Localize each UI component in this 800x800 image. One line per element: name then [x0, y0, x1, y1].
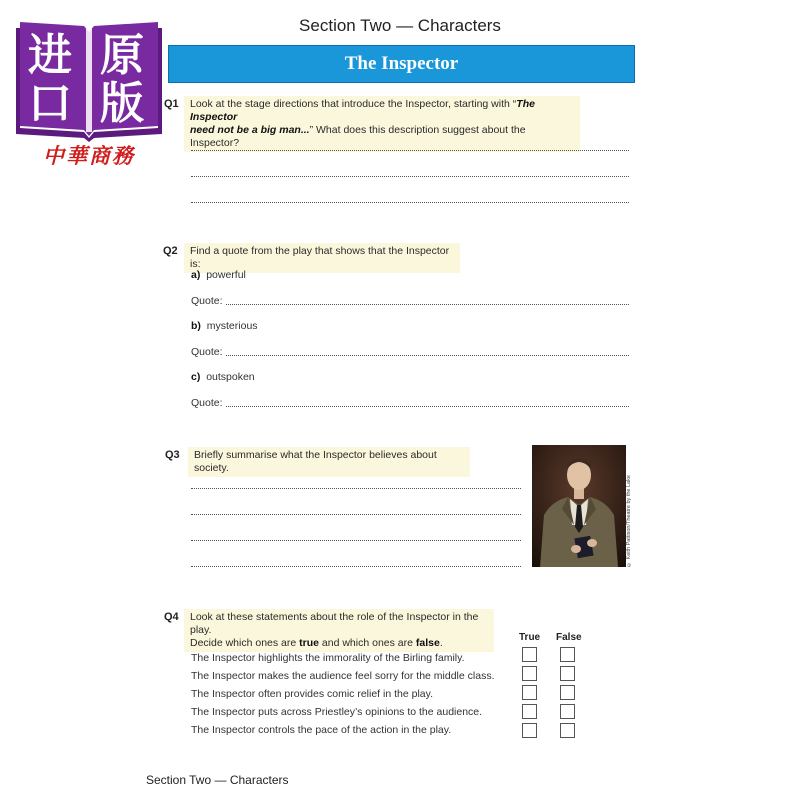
section-title: Section Two — Characters	[299, 16, 501, 35]
statement-5: The Inspector controls the pace of the action in the play.	[191, 724, 452, 736]
statement-3-true-checkbox[interactable]	[522, 685, 537, 700]
q1-answer-line[interactable]	[191, 176, 629, 177]
statement-2-false-checkbox[interactable]	[560, 666, 575, 681]
logo-char-1: 进	[28, 30, 72, 81]
statement-2: The Inspector makes the audience feel sorry for the middle class.	[191, 670, 495, 682]
publisher-logo	[14, 14, 164, 168]
q3-prompt: Briefly summarise what the Inspector believes about society.	[188, 447, 470, 477]
statement-1-true-checkbox[interactable]	[522, 647, 537, 662]
q2-prompt: Find a quote from the play that shows that the Inspector is:	[184, 243, 460, 273]
q3-answer-line[interactable]	[191, 566, 521, 567]
q1-answer-line[interactable]	[191, 202, 629, 203]
q3-number: Q3	[165, 449, 180, 461]
logo-char-4: 版	[100, 78, 144, 129]
inspector-photo	[532, 445, 626, 567]
banner-title: The Inspector	[168, 45, 635, 83]
logo-char-3: 口	[28, 78, 72, 129]
statement-4: The Inspector puts across Priestley’s opinions to the audience.	[191, 706, 483, 718]
q3-answer-line[interactable]	[191, 488, 521, 489]
q1-answer-line[interactable]	[191, 150, 629, 151]
true-column-header: True	[519, 632, 541, 643]
statement-3-false-checkbox[interactable]	[560, 685, 575, 700]
statement-3: The Inspector often provides comic relief in the play.	[191, 688, 434, 700]
statement-5-true-checkbox[interactable]	[522, 723, 537, 738]
statement-1-false-checkbox[interactable]	[560, 647, 575, 662]
statement-1: The Inspector highlights the immorality of the Birling family.	[191, 652, 465, 664]
photo-credit: © Keith Pattison/Theatre by the Lake	[626, 475, 632, 567]
page-footer: Section Two — Characters	[146, 773, 289, 787]
q2-quote-c[interactable]: Quote:	[191, 397, 629, 409]
logo-char-2: 原	[100, 30, 144, 81]
q4-prompt: Look at these statements about the role of the Inspector in the play. Decide which ones are true and which ones are false.	[184, 609, 494, 652]
q2-number: Q2	[163, 245, 178, 257]
q3-answer-line[interactable]	[191, 540, 521, 541]
q2-quote-b[interactable]: Quote:	[191, 346, 629, 358]
statement-4-true-checkbox[interactable]	[522, 704, 537, 719]
q4-number: Q4	[164, 611, 179, 623]
q3-answer-line[interactable]	[191, 514, 521, 515]
statement-5-false-checkbox[interactable]	[560, 723, 575, 738]
q1-prompt: Look at the stage directions that introduce the Inspector, starting with “The Inspector need not be a big man...” What does this description suggest about the Inspector?	[184, 96, 580, 152]
q2-option-b: b) mysterious	[191, 320, 258, 332]
false-column-header: False	[556, 632, 582, 643]
open-book-icon	[14, 14, 164, 144]
logo-caption: 中華商務	[43, 143, 135, 168]
q2-option-c: c) outspoken	[191, 371, 255, 383]
q2-option-a: a) powerful	[191, 269, 246, 281]
statement-2-true-checkbox[interactable]	[522, 666, 537, 681]
q2-quote-a[interactable]: Quote:	[191, 295, 629, 307]
statement-4-false-checkbox[interactable]	[560, 704, 575, 719]
q1-number: Q1	[164, 98, 179, 110]
